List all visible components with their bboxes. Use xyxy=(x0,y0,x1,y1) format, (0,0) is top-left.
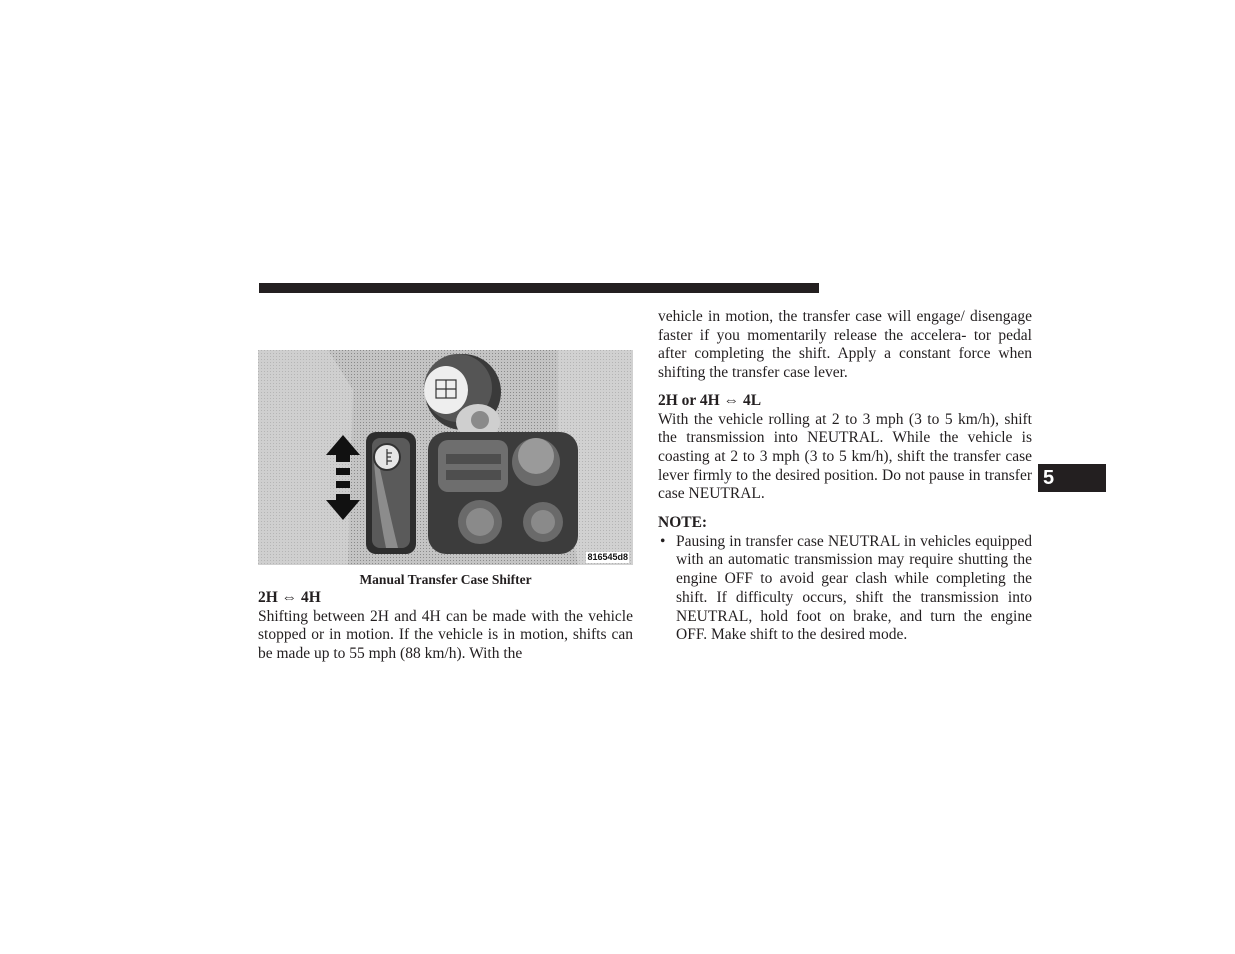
continuation-paragraph: vehicle in motion, the transfer case will engage/ disengage faster if you momentarily release the accelera- tor pedal after completing the shift. Apply a constant force when shifting the transfer case lever. xyxy=(658,308,1032,382)
left-column xyxy=(258,589,633,664)
section-heading-2h-4h: 2H ⇔ 4H xyxy=(258,589,321,606)
figure-caption: Manual Transfer Case Shifter xyxy=(359,572,532,587)
chapter-tab: 5 xyxy=(1038,464,1106,492)
figure-id-label: 816545d8 xyxy=(587,552,628,562)
section-heading-2h-4h-4l: 2H or 4H ⇔ 4L xyxy=(658,391,762,409)
transfer-case-shifter-figure xyxy=(258,350,633,565)
note-list xyxy=(658,533,1032,645)
right-paragraph: With the vehicle rolling at 2 to 3 mph (3 to 5 km/h), shift the transmission into NEUTRAL. While the vehicle is coasting at 2 to 3 mph (3 to 5 km/h), shift the transfer case lever firmly to the desired position. Do not pause in transfer case NEUTRAL. xyxy=(658,410,1032,503)
left-paragraph: Shifting between 2H and 4H can be made with the vehicle stopped or in motion. If the vehicle is in motion, shifts can be made up to 55 mph (88 km/h). With the xyxy=(258,607,633,663)
note-label: NOTE: xyxy=(658,514,708,532)
top-rule xyxy=(259,283,819,293)
note-item: • Pausing in transfer case NEUTRAL in vehicles equipped with an automatic transmission may require shutting the engine OFF to avoid gear clash while completing the shift. If difficulty occurs, shift the transmission into NEUTRAL, hold foot on brake, and turn the engine OFF. Make shift to the desired mode. xyxy=(658,533,1032,645)
right-column xyxy=(658,308,1032,645)
